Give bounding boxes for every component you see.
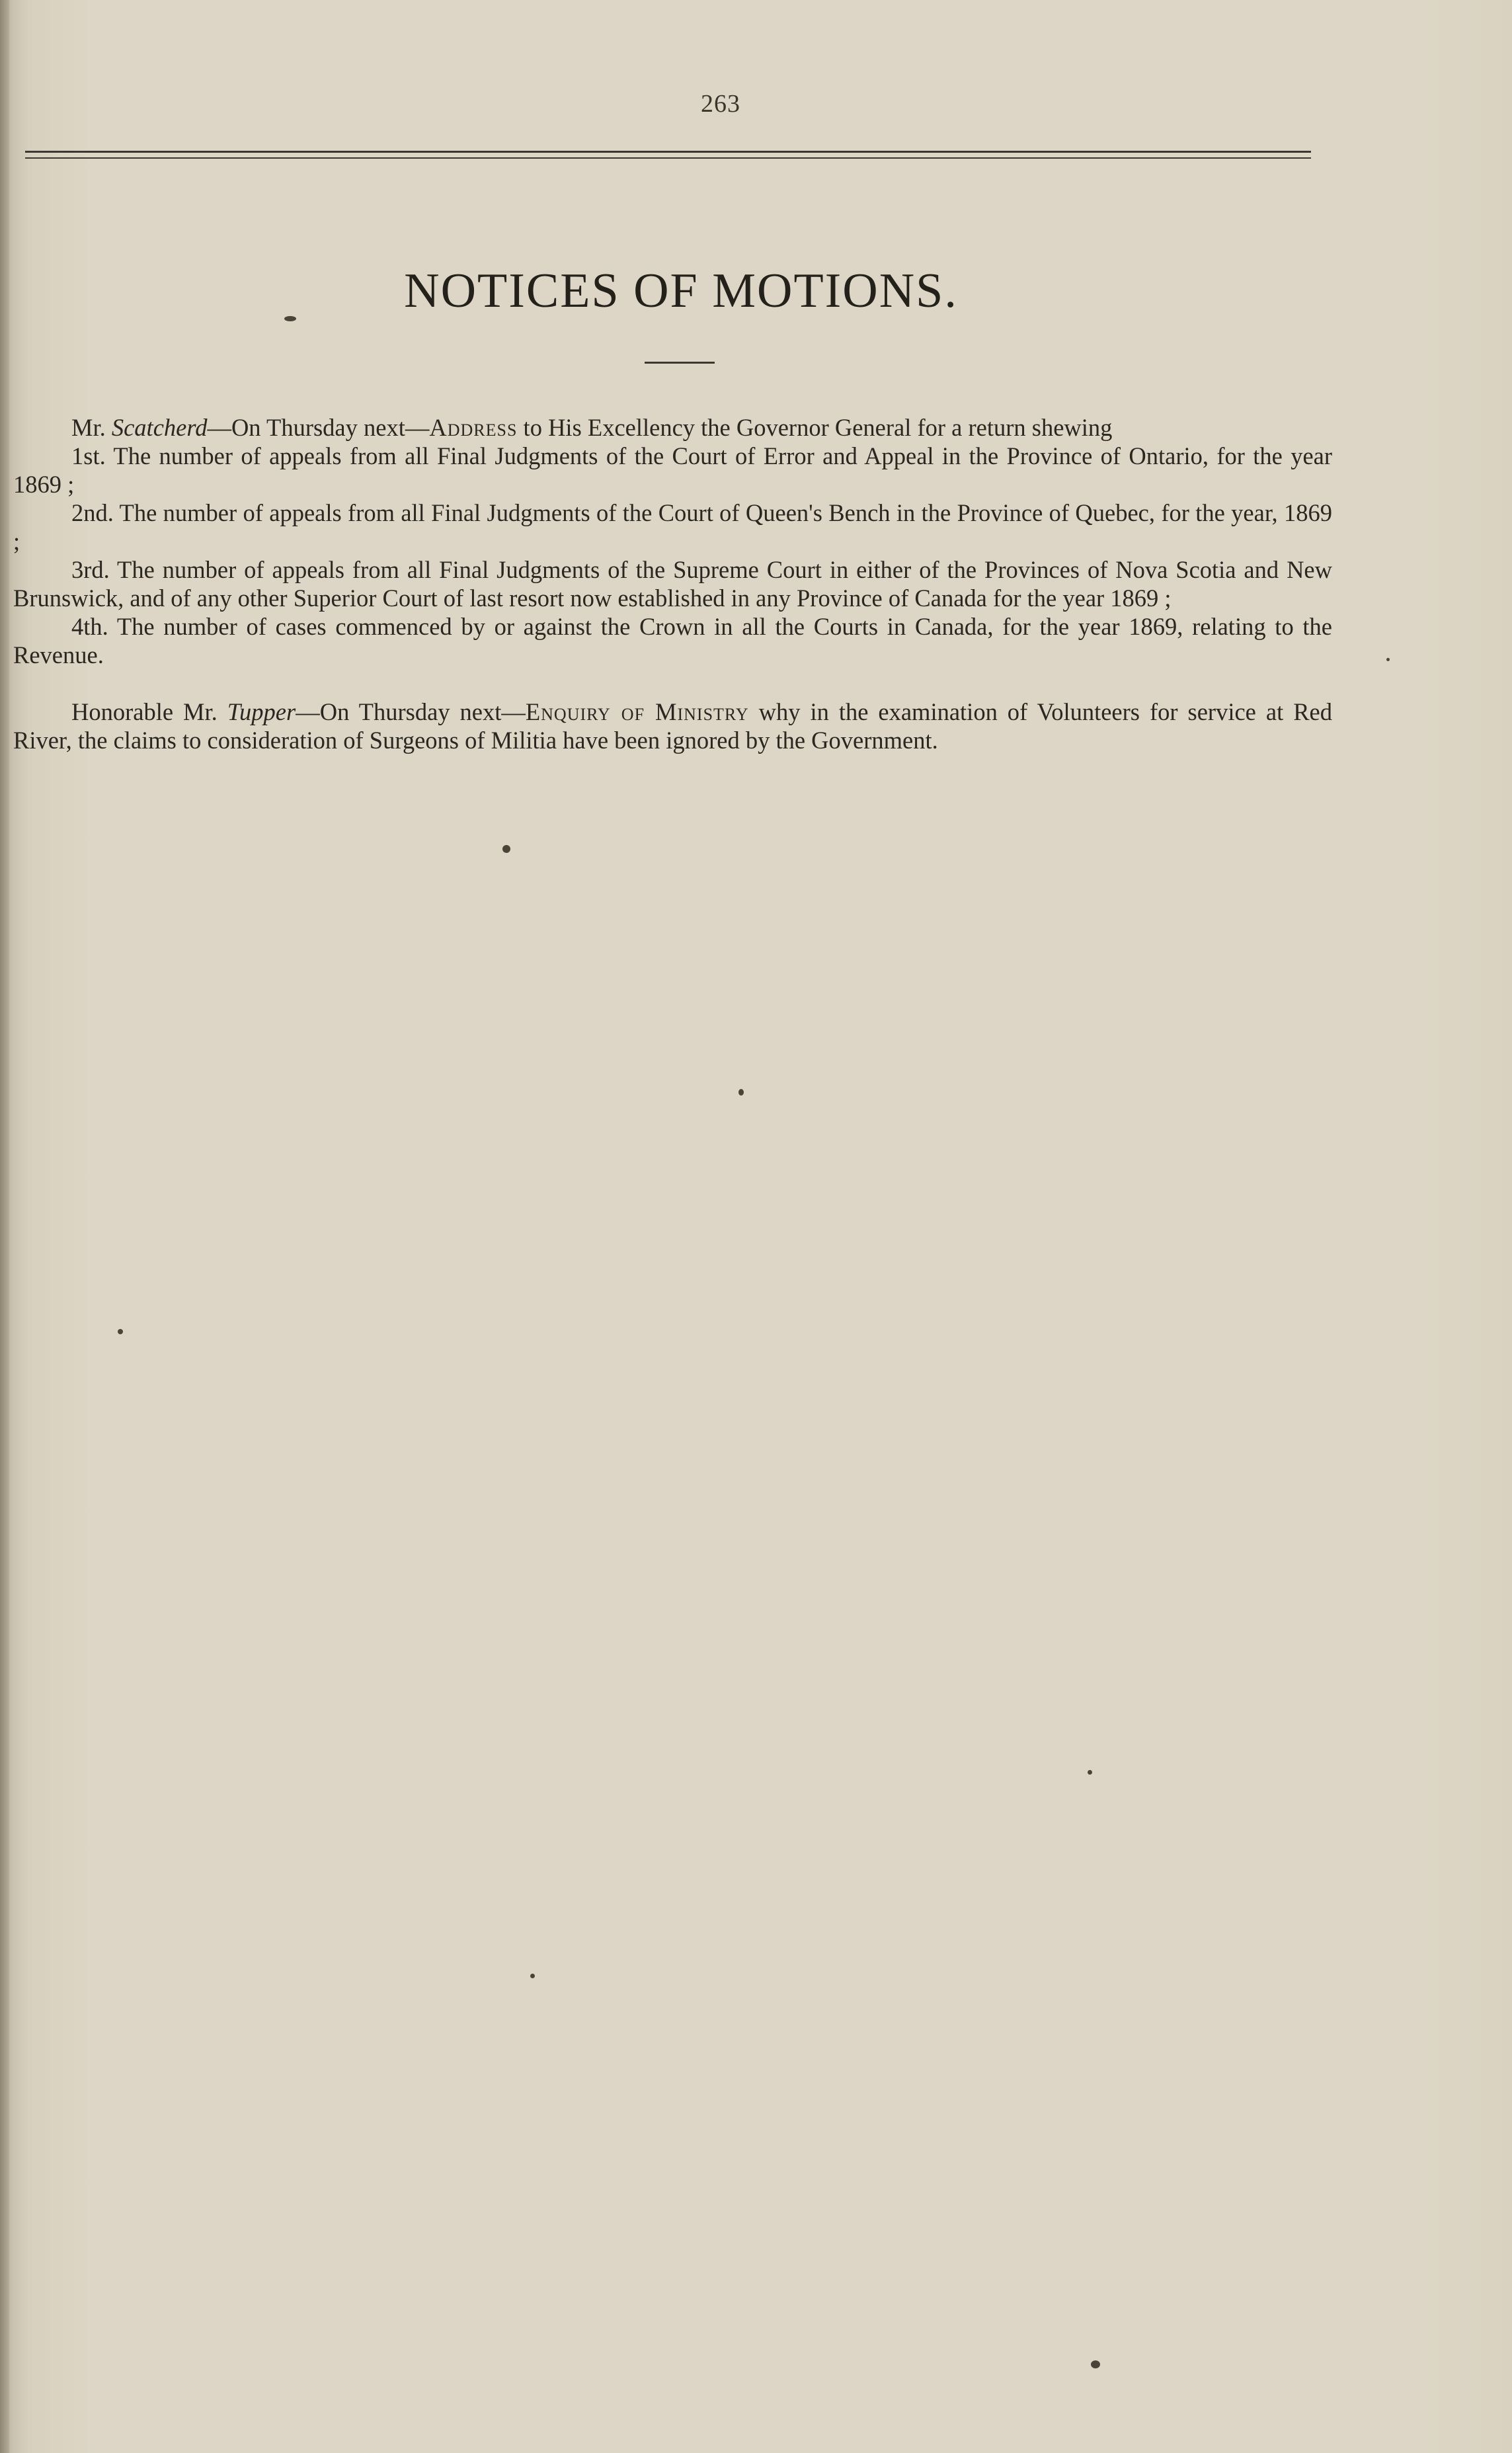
motion-member-name: Scatcherd <box>111 414 208 441</box>
motion-member-name: Tupper <box>227 698 296 725</box>
motion-type: Enquiry of Ministry <box>525 698 749 725</box>
notices-body <box>13 413 1332 754</box>
motion-item-1st: 1st. The number of appeals from all Final Judgments of the Court of Error and Appeal in the Province of Ontario, for the year 1869 ; <box>13 442 1332 498</box>
page-title: NOTICES OF MOTIONS. <box>404 264 958 318</box>
motion-intro: —On Thursday next— <box>207 414 430 441</box>
paper-speck <box>738 1089 744 1096</box>
motion-item-2nd: 2nd. The number of appeals from all Final Judgments of the Court of Queen's Bench in the Province of Quebec, for the year, 1869 ; <box>13 499 1332 555</box>
binding-edge <box>0 0 9 2453</box>
paper-speck <box>118 1329 123 1334</box>
motion-member: Honorable Mr. <box>71 698 227 725</box>
header-rule-thin <box>25 157 1311 159</box>
paper-speck <box>284 316 296 321</box>
page-number: 263 <box>701 90 740 118</box>
header-rule-thick <box>25 151 1311 153</box>
motion-tupper <box>13 698 1332 754</box>
motion-member: Mr. <box>71 414 112 441</box>
paper-speck <box>1088 1770 1092 1775</box>
motion-item-3rd: 3rd. The number of appeals from all Final Judgments of the Supreme Court in either of the Provinces of Nova Scotia and New Brunswick, and of any other Superior Court of last resort now established in any Province of Canada for the year 1869 ; <box>13 556 1332 612</box>
motion-text: why in the examination of Volunteers for service at Red River, the claims to consideration of Surgeons of Militia have been ignored by the Government. <box>13 698 1332 754</box>
motion-intro: —On Thursday next— <box>296 698 526 725</box>
motion-type: Address <box>429 414 518 441</box>
paper-speck <box>1386 658 1390 661</box>
paper-speck <box>502 845 510 853</box>
title-divider <box>645 362 715 364</box>
motion-text: to His Excellency the Governor General for a return shewing <box>517 414 1113 441</box>
paper-speck <box>1091 2360 1100 2368</box>
paper-speck <box>530 1974 535 1978</box>
motion-item-4th: 4th. The number of cases commenced by or against the Crown in all the Courts in Canada, for the year 1869, relating to the Revenue. <box>13 613 1332 668</box>
motion-scatcherd <box>13 413 1332 442</box>
